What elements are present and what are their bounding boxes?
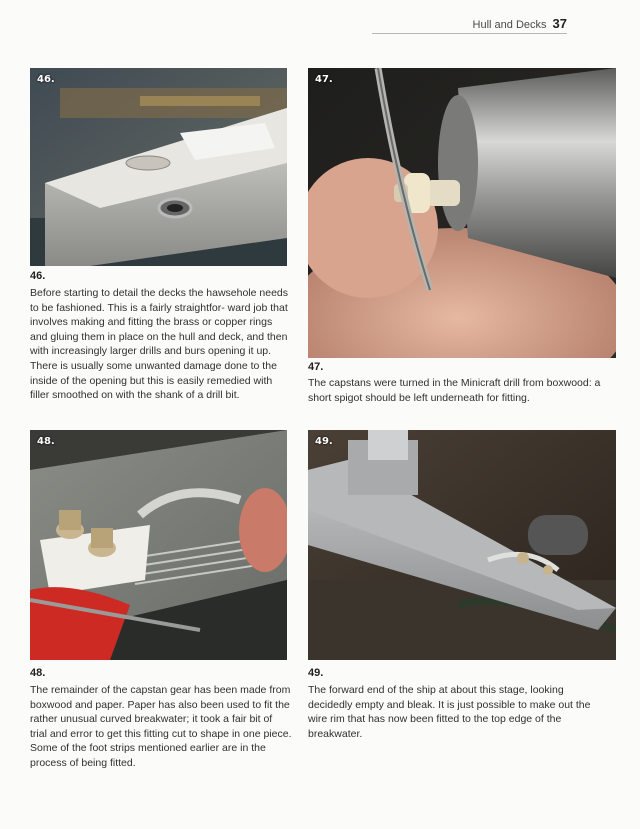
caption-46: Before starting to detail the decks the hawsehole needs to be fashioned. This is a fairly straightfor- ward job that involves making and fitting the brass or copper rings and gluing them in place on the hull and deck, and then with increasingly larger drills and burs opening it up. There is usually some unwanted damage done to the inside of the opening but this is easily remedied with filler smoothed on with the shank of a drill bit. — [30, 287, 288, 402]
photo-47 — [308, 68, 616, 358]
running-header — [473, 16, 567, 31]
page-number: 37 — [552, 16, 567, 31]
caption-49: The forward end of the ship at about this stage, looking decidedly empty and bleak. It is just possible to make out the wire rim that has now been fitted to the top edge of the breakwater. — [308, 684, 591, 740]
photo-label: 49. — [315, 436, 333, 447]
photo-48 — [30, 430, 287, 660]
photo-label: 47. — [315, 74, 333, 85]
caption-number-48: 48. — [30, 667, 46, 679]
caption-number-46: 46. — [30, 270, 46, 282]
caption-47: The capstans were turned in the Minicraft drill from boxwood: a short spigot should be left underneath for fitting. — [308, 377, 601, 404]
caption-number-47: 47. — [308, 361, 324, 373]
caption-48: The remainder of the capstan gear has been made from boxwood and paper. Paper has also been used to fit the rather unusual curved breakwater; it took a fair bit of trial and error to get this fitting cut to shape in one piece. Some of the foot strips mentioned earlier are in the process of being fitted. — [30, 684, 292, 769]
section-title: Hull and Decks — [472, 19, 547, 31]
photo-46 — [30, 68, 287, 266]
photo-label: 46. — [37, 74, 55, 85]
header-rule — [372, 33, 567, 34]
photo-49 — [308, 430, 616, 660]
caption-number-49: 49. — [308, 667, 324, 679]
photo-label: 48. — [37, 436, 55, 447]
